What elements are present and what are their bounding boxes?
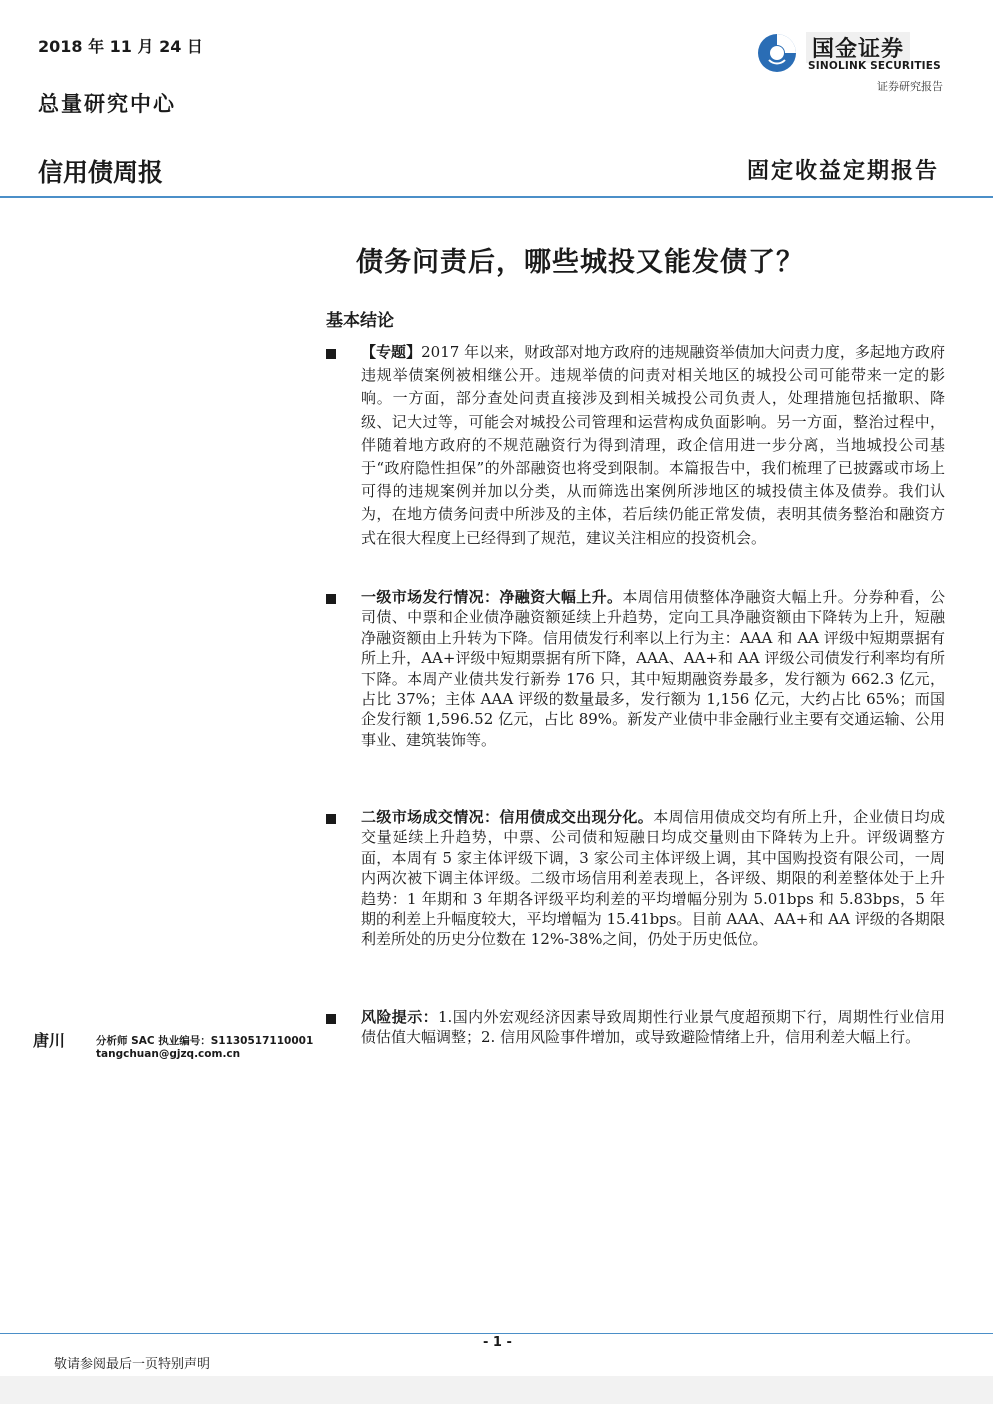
paragraph-body: 本周信用债成交均有所上升，企业债日均成交量延续上升趋势，中票、公司债和短融日均成交量则由下降转为上升。评级调整方面，本周有 5 家主体评级下调，3 家公司主体评级上调，其中国购投资有限公司，一周内两次被下调主体评级。二级市场信用利差表现上，各评级、期限的利差整体处于上升趋势：1 年期和 3 年期各评级平均利差的平均增幅分别为 5.01bps 和 5.83bps，5 年期的利差上升幅度较大，平均增幅为 15.41bps。目前 AAA、AA+和 AA 评级的各期限利差所处的历史分位数在 12%-38%之间，仍处于历史低位。 xyxy=(361,808,945,949)
brand-name-en: SINOLINK SECURITIES xyxy=(808,60,941,72)
paragraph-lead: 二级市场成交情况：信用债成交出现分化。 xyxy=(361,808,654,826)
bullet-marker xyxy=(326,349,336,359)
footer-band xyxy=(0,1376,993,1404)
footer-divider xyxy=(0,1333,993,1334)
disclaimer-note: 敬请参阅最后一页特别声明 xyxy=(54,1357,211,1372)
section-title: 基本结论 xyxy=(326,311,394,331)
report-headline: 债务问责后，哪些城投又能发债了？ xyxy=(356,247,804,278)
header-divider xyxy=(0,196,993,198)
conclusion-paragraph xyxy=(361,807,945,950)
bullet-marker xyxy=(326,1014,336,1024)
paragraph-lead: 风险提示： xyxy=(361,1008,438,1026)
paragraph-lead: 一级市场发行情况：净融资大幅上升。 xyxy=(361,588,623,606)
bullet-marker xyxy=(326,814,336,824)
paragraph-lead: 【专题】 xyxy=(361,343,422,361)
conclusion-paragraph xyxy=(361,1007,945,1048)
brand-name-cn: 国金证券 xyxy=(806,32,910,63)
report-date: 2018 年 11 月 24 日 xyxy=(38,37,203,56)
conclusion-paragraph xyxy=(361,587,945,750)
author-name: 唐川 xyxy=(33,1031,66,1050)
brand-subtitle: 证券研究报告 xyxy=(877,80,943,93)
paragraph-body: 本周信用债整体净融资大幅上升。分券种看，公司债、中票和企业债净融资额延续上升趋势，定向工具净融资额由下降转为上升，短融净融资额由上升转为下降。信用债发行利率以上行为主：AAA 和 AA 评级中短期票据有所上升，AA+评级中短期票据有所下降，AAA、AA+和 AA 评级公司债发行利率均有所下降。本周产业债共发行新券 176 只，其中短期融资券最多，发行额为 662.3 亿元，占比 37%；主体 AAA 评级的数量最多，发行额为 1,156 亿元，大约占比 65%；而国企发行额 1,596.52 亿元，占比 89%。新发产业债中非金融行业主要有交通运输、公用事业、建筑装饰等。 xyxy=(361,588,945,749)
research-center: 总量研究中心 xyxy=(38,91,176,116)
page-number: - 1 - xyxy=(483,1335,512,1350)
paragraph-body: 1.国内外宏观经济因素导致周期性行业景气度超预期下行，周期性行业信用债估值大幅调整；2. 信用风险事件增加，或导致避险情绪上升，信用利差大幅上行。 xyxy=(361,1008,945,1047)
author-email[interactable]: tangchuan@gjzq.com.cn xyxy=(96,1048,241,1060)
brand-logo xyxy=(756,30,946,76)
sinolink-logo-icon xyxy=(756,32,798,74)
bullet-marker xyxy=(326,594,336,604)
conclusion-paragraph xyxy=(361,341,945,550)
paragraph-body: 2017 年以来，财政部对地方政府的违规融资举债加大问责力度，多起地方政府违规举债案例被相继公开。违规举债的问责对相关地区的城投公司可能带来一定的影响。一方面，部分查处问责直接涉及到相关城投公司负责人，处理措施包括撤职、降级、记大过等，可能会对城投公司管理和运营构成负面影响。另一方面，整治过程中，伴随着地方政府的不规范融资行为得到清理，政企信用进一步分离，当地城投公司基于“政府隐性担保”的外部融资也将受到限制。本篇报告中，我们梳理了已披露或市场上可得的违规案例并加以分类，从而筛选出案例所涉地区的城投债主体及债券。我们认为，在地方债务问责中所涉及的主体，若后续仍能正常发债，表明其债务整治和融资方式在很大程度上已经得到了规范，建议关注相应的投资机会。 xyxy=(361,343,945,547)
report-category: 固定收益定期报告 xyxy=(746,158,939,184)
report-type: 信用债周报 xyxy=(38,158,164,187)
author-certificate: 分析师 SAC 执业编号：S1130517110001 xyxy=(96,1035,314,1047)
